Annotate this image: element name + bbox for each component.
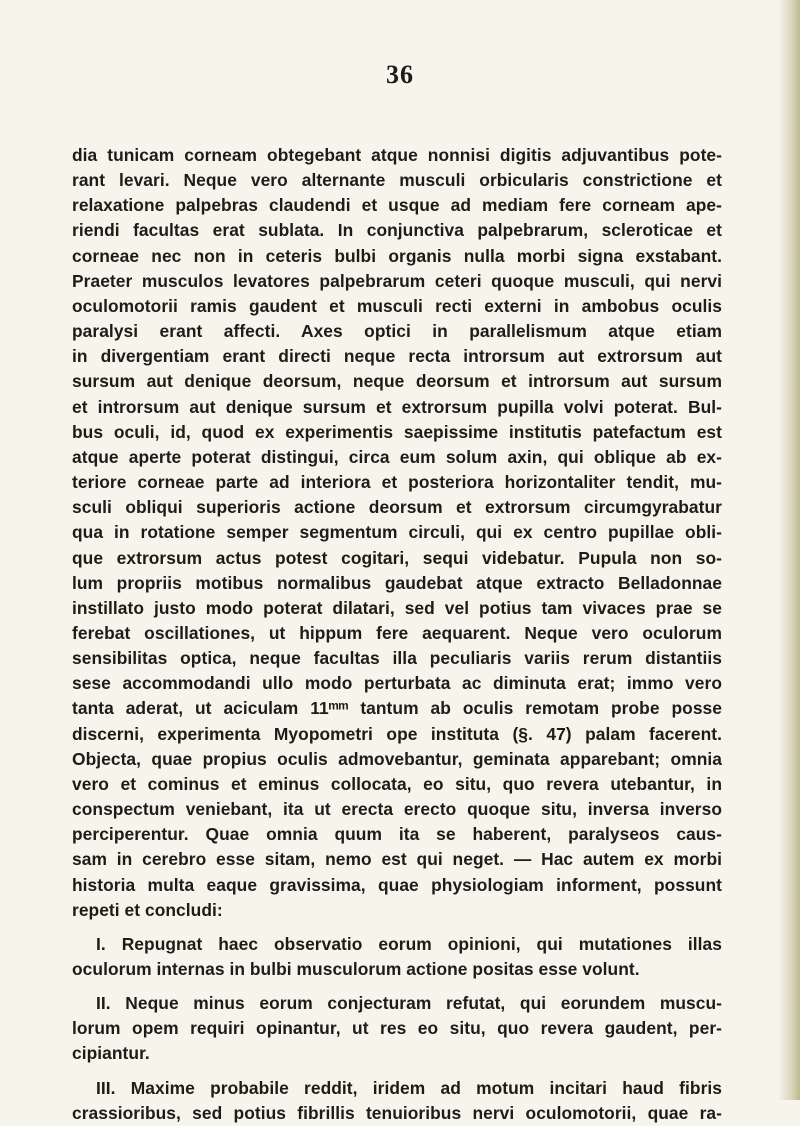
text-line: atque aperte poterat distingui, circa eum solum axin, qui oblique ab ex- (72, 446, 722, 467)
text-line: rant levari. Neque vero alternante musculi orbicularis constrictione et (72, 170, 722, 191)
text-line: crassioribus, sed potius fibrillis tenuioribus nervi oculomotorii, quae ra- (72, 1102, 722, 1123)
text-line: discerni, experimenta Myopometri ope instituta (§. 47) palam facerent. (72, 723, 722, 744)
text-line: Objecta, quae propius oculis admovebantur, geminata apparebant; omnia (72, 748, 722, 769)
text-line: ferebat oscillationes, ut hippum fere aequarent. Neque vero oculorum (72, 622, 722, 643)
text-line: instillato justo modo poterat dilatari, sed vel potius tam vivaces prae se (72, 597, 722, 618)
text-line: sam in cerebro esse sitam, nemo est qui neget. — Hac autem ex morbi (72, 849, 722, 870)
text-line: III. Maxime probabile reddit, iridem ad motum incitari haud fibris (96, 1077, 722, 1098)
text-line: et introrsum aut denique sursum et extrorsum pupilla volvi poterat. Bul- (72, 396, 722, 417)
text-line: in divergentiam erant directi neque recta introrsum aut extrorsum aut (72, 346, 722, 367)
text-line: perciperentur. Quae omnia quum ita se haberent, paralyseos caus- (72, 824, 722, 845)
text-line: oculorum internas in bulbi musculorum actione positas esse volunt. (72, 959, 640, 979)
text-line: historia multa eaque gravissima, quae physiologiam informent, possunt (72, 874, 722, 895)
text-line: riendi facultas erat sublata. In conjunctiva palpebrarum, scleroticae et (72, 220, 722, 241)
text-line: lum propriis motibus normalibus gaudebat atque extracto Belladonnae (72, 572, 722, 593)
text-line: teriore corneae parte ad interiora et posteriora horizontaliter tendit, mu- (72, 472, 722, 493)
text-line: sursum aut denique deorsum, neque deorsum et introrsum aut sursum (72, 371, 722, 392)
text-line: tanta aderat, ut aciculam 11ᵐᵐ tantum ab oculis remotam probe posse (72, 698, 722, 719)
text-line: relaxatione palpebras claudendi et usque ad mediam fere corneam ape- (72, 195, 722, 216)
paragraph-gap (72, 923, 722, 932)
text-line: I. Repugnat haec observatio eorum opinioni, qui mutationes illas (96, 933, 722, 954)
text-line: sensibilitas optica, neque facultas illa peculiaris variis rerum distantiis (72, 648, 722, 669)
paragraph-gap (72, 982, 722, 991)
text-line: repeti et concludi: (72, 899, 223, 920)
text-line: oculomotorii ramis gaudent et musculi recti externi in ambobus oculis (72, 295, 722, 316)
text-line: corneae nec non in ceteris bulbi organis nulla morbi signa exstabant. (72, 245, 722, 266)
text-line: sculi obliqui superioris actione deorsum et extrorsum circumgyrabatur (72, 497, 722, 518)
text-line: II. Neque minus eorum conjecturam refutat, qui eorundem muscu- (96, 993, 722, 1014)
text-line: paralysi erant affecti. Axes optici in parallelismum atque etiam (72, 321, 722, 342)
paragraph-gap (72, 1067, 722, 1076)
text-line: sese accommodandi ullo modo perturbata ac diminuta erat; immo vero (72, 673, 722, 694)
text-line: lorum opem requiri opinantur, ut res eo situ, quo revera gaudent, per- (72, 1018, 722, 1039)
page-edge-shadow (778, 0, 800, 1100)
text-line: bus oculi, id, quod ex experimentis saepissime institutis patefactum est (72, 421, 722, 442)
text-line: conspectum veniebant, ita ut erecta erecto quoque situ, inversa inverso (72, 799, 722, 820)
text-line: que extrorsum actus potest cogitari, sequi videbatur. Pupula non so- (72, 547, 722, 568)
page-number: 36 (386, 60, 414, 89)
text-line: dia tunicam corneam obtegebant atque nonnisi digitis adjuvantibus pote- (72, 145, 722, 165)
text-line: vero et cominus et eminus collocata, eo situ, quo revera utebantur, in (72, 773, 722, 794)
text-line: cipiantur. (72, 1043, 150, 1064)
body-text (72, 143, 722, 1126)
text-line: Praeter musculos levatores palpebrarum ceteri quoque musculi, qui nervi (72, 270, 722, 291)
text-line: qua in rotatione semper segmentum circuli, qui ex centro pupillae obli- (72, 522, 722, 543)
